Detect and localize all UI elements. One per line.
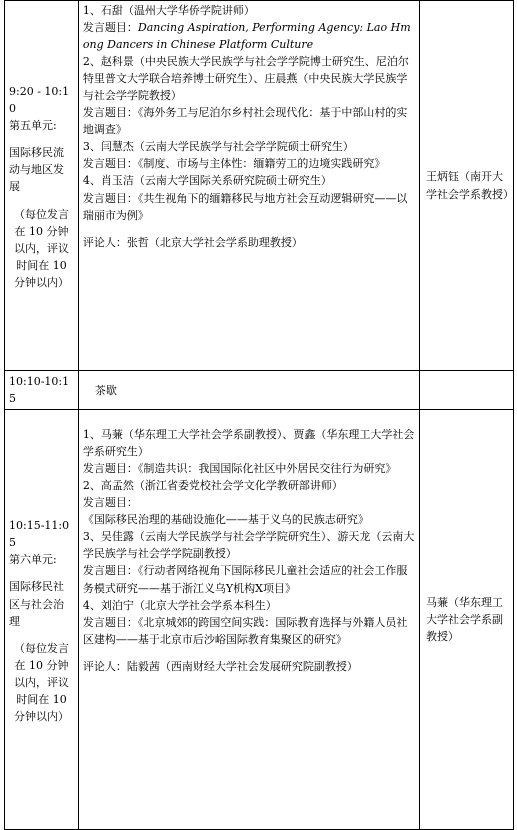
session-unit: 第五单元: xyxy=(9,119,57,133)
session-info xyxy=(5,1,79,371)
session-note: （每位发言在 10 分钟以内，评议时间在 10 分钟以内） xyxy=(13,207,69,289)
talk-topic xyxy=(83,19,415,53)
topic-label: 发言题目： xyxy=(82,106,138,120)
topic-label: 发言题目： xyxy=(82,191,138,205)
topic-text: Dancing Aspiration, Performing Agency: Lao Hmong Dancers in Chinese Platform Culture xyxy=(82,21,411,52)
topic-text: 《国际移民治理的基础设施化——基于义乌的民族志研究》 xyxy=(82,513,369,527)
topic-label: 发言题目： xyxy=(82,21,138,35)
talk-speaker: 1、石甜（温州大学华侨学院讲师） xyxy=(82,4,255,17)
topic-text: 《行动者网络视角下国际移民儿童社会适应的社会工作服务模式研究——基于浙江义乌Y机构X项目》 xyxy=(82,564,408,595)
talk-speaker: 4、刘泊宁（北京大学社会学系本科生） xyxy=(82,598,277,612)
topic-label: 发言题目： xyxy=(82,157,138,171)
talk-topic xyxy=(83,460,415,477)
topic-text: 《共生视角下的缅籍移民与地方社会互动逻辑研究——以瑞丽市为例》 xyxy=(82,191,408,222)
session-row xyxy=(5,410,514,830)
commentator: 评论人：陆毅茜（西南财经大学社会发展研究院副教授） xyxy=(82,659,358,673)
session-time: 10:15-11:05 xyxy=(9,519,70,550)
talk-speaker: 3、闫慧杰（云南大学民族学与社会学学院硕士研究生） xyxy=(82,140,354,154)
talk-speaker: 3、吴佳露（云南大学民族学与社会学学院研究生）、游天龙（云南大学民族学与社会学学院副教授） xyxy=(82,530,415,561)
session-row xyxy=(5,1,514,371)
talk-speaker: 4、肖玉洁（云南大学国际关系研究院硕士研究生） xyxy=(82,174,332,188)
talk-topic xyxy=(83,614,415,648)
talks-cell xyxy=(78,1,419,371)
talk-topic xyxy=(83,562,415,596)
session-theme: 国际移民流动与地区发展 xyxy=(9,146,64,194)
topic-text: 《海外务工与尼泊尔乡村社会现代化：基于中部山村的实地调查》 xyxy=(82,106,408,137)
talk-topic xyxy=(83,155,415,172)
talk-speaker: 2、高孟然（浙江省委党校社会学文化学教研部讲师） xyxy=(82,479,343,493)
break-empty xyxy=(419,371,513,410)
topic-label: 发言题目： xyxy=(82,462,138,476)
session-theme: 国际移民社区与社会治理 xyxy=(9,580,64,628)
topic-label: 发言题目： xyxy=(82,615,138,629)
talks-cell xyxy=(78,410,419,830)
session-unit: 第六单元: xyxy=(9,553,57,567)
break-time: 10:10-10:15 xyxy=(5,371,79,410)
topic-text: 《制造共识：我国国际化社区中外居民交往行为研究》 xyxy=(137,462,397,476)
session-info xyxy=(5,410,79,830)
break-row xyxy=(5,371,514,410)
chair-cell: 王炳钰（南开大学社会学系教授） xyxy=(419,1,513,371)
talk-speaker: 2、赵科景（中央民族大学民族学与社会学学院博士研究生、尼泊尔特里普文大学联合培养博士研究生）、庄晨燕（中央民族大学民族学与社会学学院教授） xyxy=(82,55,409,103)
commentator: 评论人：张哲（北京大学社会学系助理教授） xyxy=(82,235,303,249)
talk-topic xyxy=(83,104,415,138)
session-time: 9:20 - 10:10 xyxy=(9,85,70,116)
topic-label: 发言题目： xyxy=(82,496,138,510)
break-label-text: 茶歇 xyxy=(94,383,117,397)
topic-text: 《制度、市场与主体性：缅籍劳工的边境实践研究》 xyxy=(137,157,386,171)
break-label xyxy=(78,371,419,410)
talk-topic xyxy=(83,494,415,528)
talk-speaker: 1、马蒹（华东理工大学社会学系副教授）、贾鑫（华东理工大学社会学系研究生） xyxy=(82,428,415,459)
agenda-table xyxy=(4,0,514,830)
topic-text: 《北京城郊的跨国空间实践：国际教育选择与外籍人员社区建构——基于北京市后沙峪国际教育集聚区的研究》 xyxy=(82,615,408,646)
topic-label: 发言题目： xyxy=(82,564,138,578)
talk-topic xyxy=(83,190,415,224)
session-note: （每位发言在 10 分钟以内，评议时间在 10 分钟以内） xyxy=(13,641,69,723)
chair-cell: 马蒹（华东理工大学社会学系副教授） xyxy=(419,410,513,830)
